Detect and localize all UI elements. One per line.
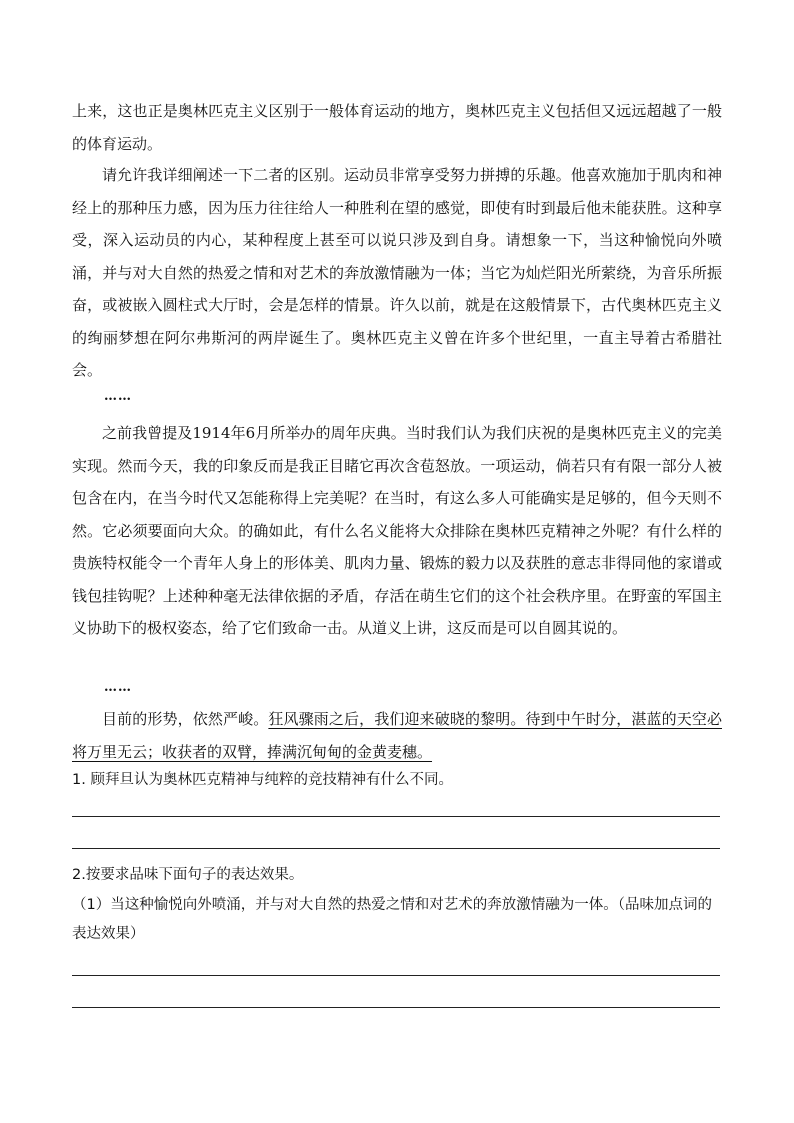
answer-line[interactable]	[72, 848, 720, 849]
question-1: 1. 顾拜旦认为奥林匹克精神与纯粹的竞技精神有什么不同。	[72, 772, 453, 788]
answer-line[interactable]	[72, 1007, 720, 1008]
paragraph-text: 之前我曾提及1914年6月所举办的周年庆典。当时我们认为我们庆祝的是奥林匹克主义的完美实现。然而今天，我的印象反而是我正目睹它再次含苞怒放。一项运动，倘若只有有限一部分人被包含在内，在当今时代又怎能称得上完美呢？在当时，有这么多人可能确实是足够的，但今天则不然。它必须要面向大众。的确如此，有什么名义能将大众排除在奥林匹克精神之外呢？有什么样的贵族特权能令一个青年人身上的形体美、肌肉力量、锻炼的毅力以及获胜的意志非得同他的家谱或钱包挂钩呢？上述种种毫无法律依据的矛盾，存活在萌生它们的这个社会秩序里。在野蛮的军国主义协助下的极权姿态，给了它们致命一击。从道义上讲，这反而是可以自圆其说的。	[72, 424, 722, 637]
paragraph-text: 请允许我详细阐述一下二者的区别。运动员非常享受努力拼搏的乐趣。他喜欢施加于肌肉和神经上的那种压力感，因为压力往往给人一种胜利在望的感觉，即使有时到最后他未能获胜。这种享受，深入运动员的内心，某种程度上甚至可以说只涉及到自身。请想象一下，当这种愉悦向外喷涌，并与对大自然的热爱之情和对艺术的奔放激情融为一体；当它为灿烂阳光所萦绕，为音乐所振奋，或被嵌入圆柱式大厅时，会是怎样的情景。许久以前，就是在这般情景下，古代奥林匹克主义的绚丽梦想在阿尔弗斯河的两岸诞生了。奥林匹克主义曾在许多个世纪里，一直主导着古希腊社会。	[72, 166, 722, 379]
underlined-sentence: 狂风骤雨之后，我们迎来破晓的黎明。待到中午时分，湛蓝的天空必将万里无云；收获者的双臂，捧满沉甸甸的金黄麦穗。	[72, 710, 722, 761]
passage-paragraph-3	[72, 417, 722, 645]
answer-line[interactable]	[72, 816, 720, 817]
passage-paragraph-1	[72, 95, 722, 160]
passage-paragraph-2	[72, 159, 722, 387]
ellipsis-1: ……	[104, 389, 132, 404]
question-2: 2.按要求品味下面句子的表达效果。	[72, 867, 304, 883]
passage-paragraph-4	[72, 703, 722, 768]
paragraph-text: 上来，这也正是奥林匹克主义区别于一般体育运动的地方，奥林匹克主义包括但又远远超越了一般的体育运动。	[72, 102, 722, 153]
answer-line[interactable]	[72, 975, 720, 976]
question-2-1: （1）当这种愉悦向外喷涌，并与对大自然的热爱之情和对艺术的奔放激情融为一体。（品味加点词的表达效果）	[72, 897, 712, 942]
ellipsis-2: ……	[104, 680, 132, 695]
paragraph-text: 目前的形势，依然严峻。	[102, 710, 269, 728]
